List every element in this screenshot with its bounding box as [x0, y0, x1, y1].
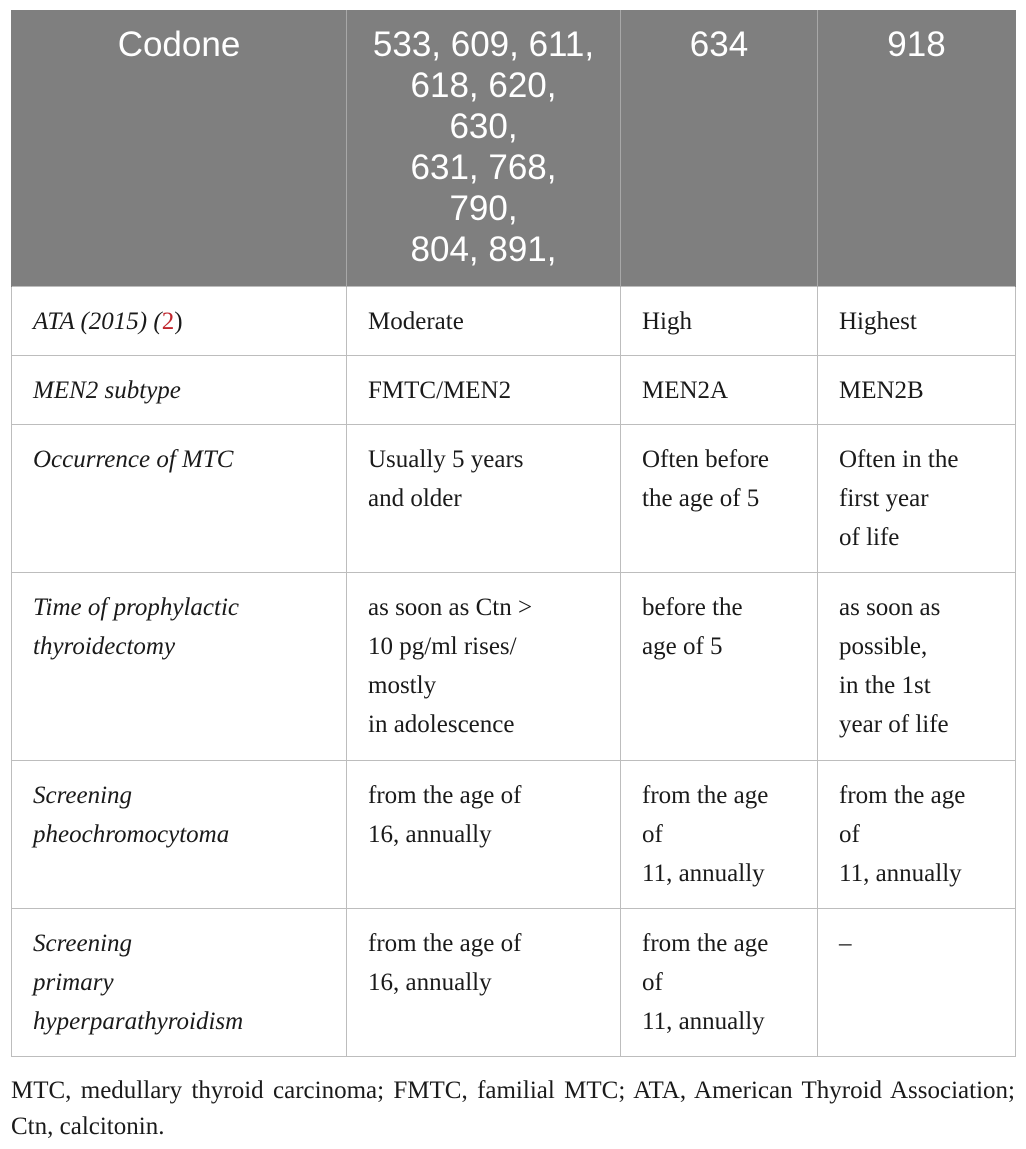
cell-line: from the age [642, 930, 769, 957]
cell-line: as soon as Ctn > [368, 594, 533, 621]
row-label-close: ) [174, 308, 183, 335]
cell-subtype-men2b [818, 356, 1016, 425]
cell-line: from the age of [368, 782, 522, 809]
row-label-text: Time of prophylactic [33, 594, 239, 621]
cell-line: in adolescence [368, 711, 515, 738]
cell-line: – [839, 930, 852, 957]
header-line: 804, 891, [410, 230, 557, 269]
cell-thyroidectomy-moderate [347, 573, 621, 761]
header-line: 790, [449, 189, 518, 228]
row-label-thyroidectomy [12, 573, 347, 761]
cell-occurrence-highest [818, 425, 1016, 573]
header-line: Codone [117, 25, 241, 64]
cell-line: mostly [368, 672, 437, 699]
cell-line: of [642, 969, 663, 996]
header-cell-codone [12, 10, 347, 287]
table-header-row [12, 10, 1016, 287]
row-label-text: Occurrence of MTC [33, 446, 234, 473]
cell-line: year of life [839, 711, 949, 738]
cell-hpt-high [621, 909, 818, 1057]
reference-link[interactable]: 2 [161, 308, 175, 335]
header-line: 618, 620, [410, 66, 557, 105]
table-row-screening-hpt [12, 909, 1016, 1057]
cell-line: first year [839, 485, 929, 512]
row-label-occurrence [12, 425, 347, 573]
header-cell-634 [621, 10, 818, 287]
cell-line: Often before [642, 446, 770, 473]
table-row-ata [12, 287, 1016, 356]
cell-line: 11, annually [642, 860, 765, 887]
cell-pheo-high [621, 761, 818, 909]
cell-line: 16, annually [368, 821, 492, 848]
cell-pheo-highest [818, 761, 1016, 909]
cell-line: MEN2B [839, 377, 924, 404]
cell-ata-moderate [347, 287, 621, 356]
cell-line: FMTC/MEN2 [368, 377, 512, 404]
cell-line: 10 pg/ml rises/ [368, 633, 517, 660]
table-row-men2-subtype [12, 356, 1016, 425]
cell-line: in the 1st [839, 672, 931, 699]
cell-occurrence-high [621, 425, 818, 573]
row-label-ata [12, 287, 347, 356]
cell-line: 16, annually [368, 969, 492, 996]
cell-line: of [839, 821, 860, 848]
row-label-text: MEN2 subtype [33, 377, 181, 404]
row-label-text: pheochromocytoma [33, 821, 230, 848]
cell-line: MEN2A [642, 377, 729, 404]
header-line: 630, [449, 107, 518, 146]
cell-occurrence-moderate [347, 425, 621, 573]
cell-line: 11, annually [839, 860, 962, 887]
cell-ata-highest [818, 287, 1016, 356]
cell-line: 11, annually [642, 1008, 765, 1035]
cell-line: from the age of [368, 930, 522, 957]
cell-hpt-moderate [347, 909, 621, 1057]
table-footnote: MTC, medullary thyroid carcinoma; FMTC, familial MTC; ATA, American Thyroid Association; Ctn, calcitonin. [11, 1077, 1015, 1140]
cell-line: before the [642, 594, 743, 621]
row-label-men2-subtype [12, 356, 347, 425]
table-row-thyroidectomy [12, 573, 1016, 761]
cell-ata-high [621, 287, 818, 356]
cell-line: Usually 5 years [368, 446, 524, 473]
header-line: 533, 609, 611, [372, 25, 595, 64]
header-line: 918 [887, 25, 946, 64]
cell-line: High [642, 308, 692, 335]
row-label-screening-hpt [12, 909, 347, 1057]
cell-line: possible, [839, 633, 928, 660]
row-label-text: thyroidectomy [33, 633, 176, 660]
row-label-text: hyperparathyroidism [33, 1008, 244, 1035]
cell-thyroidectomy-high [621, 573, 818, 761]
cell-line: the age of 5 [642, 485, 760, 512]
table-container [11, 10, 1015, 1057]
header-line: 634 [689, 25, 749, 64]
cell-line: Highest [839, 308, 917, 335]
row-label-screening-pheo [12, 761, 347, 909]
cell-subtype-fmtc [347, 356, 621, 425]
header-cell-codon-list [347, 10, 621, 287]
cell-line: of [642, 821, 663, 848]
cell-line: as soon as [839, 594, 941, 621]
row-label-text: Screening [33, 930, 133, 957]
cell-thyroidectomy-highest [818, 573, 1016, 761]
cell-line: from the age [642, 782, 769, 809]
cell-pheo-moderate [347, 761, 621, 909]
cell-line: Moderate [368, 308, 464, 335]
table-row-occurrence [12, 425, 1016, 573]
table-row-screening-pheo [12, 761, 1016, 909]
row-label-text: primary [33, 969, 114, 996]
row-label-text: Screening [33, 782, 133, 809]
cell-line: of life [839, 524, 900, 551]
row-label-text: ATA (2015) ( [33, 308, 162, 335]
codon-risk-table [11, 10, 1016, 1057]
cell-line: from the age [839, 782, 966, 809]
header-line: 631, 768, [410, 148, 557, 187]
cell-line: age of 5 [642, 633, 723, 660]
header-cell-918 [818, 10, 1016, 287]
cell-line: and older [368, 485, 462, 512]
cell-hpt-highest [818, 909, 1016, 1057]
cell-line: Often in the [839, 446, 959, 473]
cell-subtype-men2a [621, 356, 818, 425]
